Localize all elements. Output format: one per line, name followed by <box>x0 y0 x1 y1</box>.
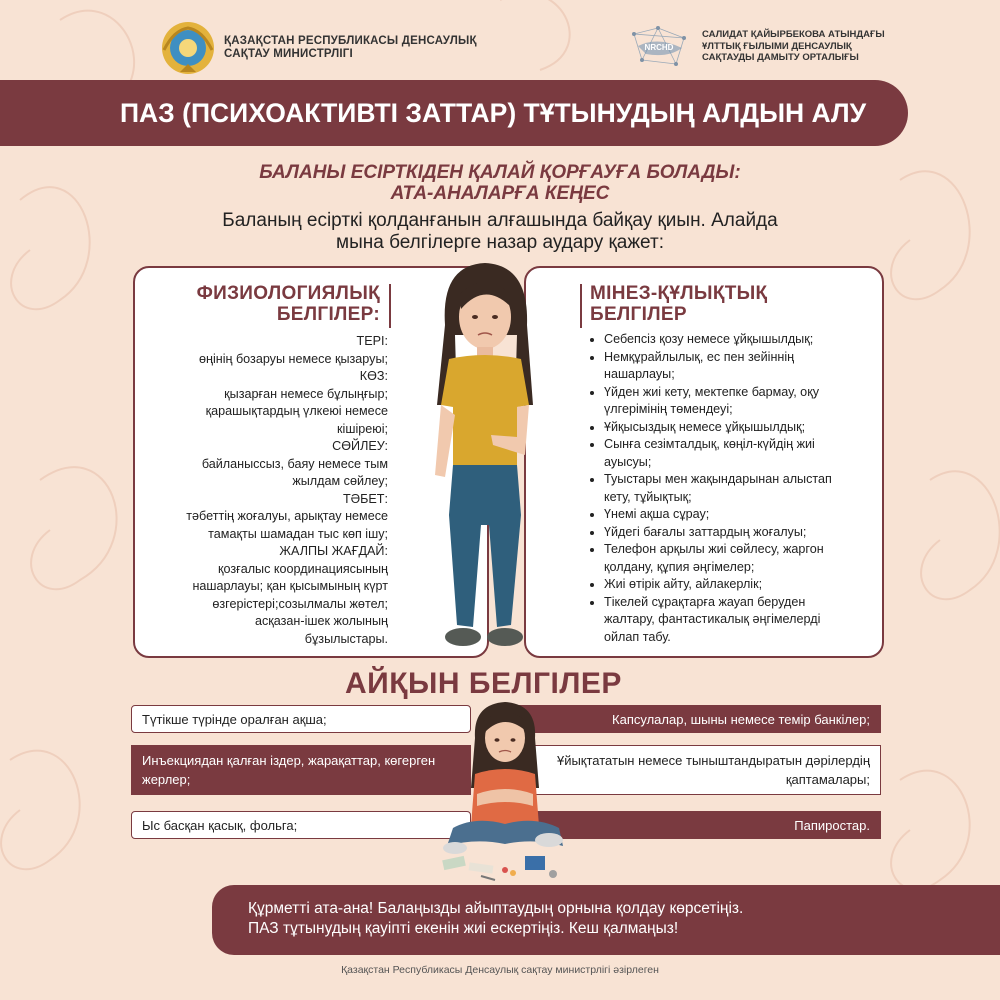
behavioral-title-line1: МІНЕЗ-ҚҰЛЫҚТЫҚ <box>590 283 768 304</box>
ministry-name <box>224 35 477 61</box>
physio-line: бұзылыстары. <box>304 631 388 646</box>
behavioral-item: • Телефон арқылы жиі сөйлесу, жаргон қолдану, құпия әңгімелер; <box>604 541 859 576</box>
ministry-name-line1: ҚАЗАҚСТАН РЕСПУБЛИКАСЫ ДЕНСАУЛЫҚ <box>224 35 477 47</box>
bottom-message <box>248 899 988 939</box>
subtitle <box>200 162 800 204</box>
physio-line: байланыссыз, баяу немесе тым <box>201 456 388 471</box>
clear-sign-text: Капсулалар, шыны немесе темір банкілер; <box>612 712 870 727</box>
behavioral-item: • Туыстары мен жақындарынан алыстап кету, тұйықтық; <box>604 471 859 506</box>
physio-line: қызарған немесе бұлыңғыр; <box>224 386 388 401</box>
bottom-message-line1: Құрметті ата-ана! Балаңызды айыптаудың орнына қолдау көрсетіңіз. <box>248 900 744 917</box>
physio-line: асқазан-ішек жолының <box>254 614 388 628</box>
intro-text <box>160 210 840 254</box>
clear-signs-title: АЙҚЫН БЕЛГІЛЕР <box>345 667 622 700</box>
physio-line: КӨЗ: <box>359 369 388 383</box>
clear-sign-text: Ыс басқан қасық, фольга; <box>142 818 298 833</box>
behavioral-title-line2: БЕЛГІЛЕР <box>590 304 687 325</box>
subtitle-line1: БАЛАНЫ ЕСІРТКІДЕН ҚАЛАЙ ҚОРҒАУҒА БОЛАДЫ: <box>259 162 741 183</box>
physio-line: ТЕРІ: <box>356 334 388 348</box>
physio-line: тамақты шамадан тыс көп ішу; <box>208 526 388 541</box>
behavioral-signs-list <box>592 331 859 646</box>
research-centre-name <box>702 29 885 64</box>
behavioral-item: • Сынға сезімталдық, көңіл-күйдің жиі ауысуы; <box>604 436 859 471</box>
behavioral-item: • Немқұрайлылық, ес пен зейіннің нашарлауы; <box>604 349 859 384</box>
page-title: ПАЗ (ПСИХОАКТИВТІ ЗАТТАР) ТҰТЫНУДЫҢ АЛДЫН АЛУ <box>120 98 867 128</box>
physio-line: нашарлауы; қан қысымының күрт <box>192 579 388 593</box>
behavioral-item: • Үнемі ақша сұрау; <box>604 506 859 524</box>
physiological-signs-list <box>146 333 388 648</box>
physio-line: СӨЙЛЕУ: <box>332 439 388 453</box>
physiological-title-line2: БЕЛГІЛЕР: <box>276 304 380 325</box>
physiological-title-divider <box>389 284 391 328</box>
behavioral-item: • Тікелей сұрақтарға жауап беруден жалтару, фантастикалық әңгімелерді ойлап табу. <box>604 594 859 647</box>
bottom-message-line2: ПАЗ тұтынудың қауіпті екенін жиі ескертіңіз. Кеш қалмаңыз! <box>248 920 679 937</box>
intro-line1: Баланың есірткі қолданғанын алғашында байқау қиын. Алайда <box>222 210 778 231</box>
physio-line: кішіреюі; <box>337 421 388 436</box>
behavioral-title-divider <box>580 284 582 328</box>
centre-name-line3: САҚТАУДЫ ДАМЫТУ ОРТАЛЫҒЫ <box>702 52 859 63</box>
physio-line: өзгерістері;созылмалы жөтел; <box>212 596 388 611</box>
centre-name-line2: ҰЛТТЫҚ ҒЫЛЫМИ ДЕНСАУЛЫҚ <box>702 40 852 52</box>
physio-line: жылдам сөйлеу; <box>292 474 388 488</box>
behavioral-item: • Жиі өтірік айту, айлакерлік; <box>604 576 859 594</box>
clear-sign-box <box>131 705 471 733</box>
clear-sign-text: Түтікше түрінде оралған ақша; <box>142 712 327 727</box>
intro-line2: мына белгілерге назар аудару қажет: <box>336 232 664 253</box>
physio-line: тәбеттің жоғалуы, арықтау немесе <box>186 509 388 523</box>
physio-line: қозғалыс координациясының <box>217 561 388 576</box>
clear-sign-box <box>131 811 471 839</box>
behavioral-item: • Ұйқысыздық немесе ұйқышылдық; <box>604 419 859 437</box>
physio-line: ТӘБЕТ: <box>342 491 388 506</box>
footer-credit: Қазақстан Республикасы Денсаулық сақтау министрлігі әзірлеген <box>341 964 659 976</box>
behavioral-item: • Үйден жиі кету, мектепке бармау, оқу үлгерімінің төмендеуі; <box>604 384 859 419</box>
standing-girl-illustration <box>405 255 565 675</box>
behavioral-title <box>590 283 850 325</box>
clear-sign-box <box>131 745 471 795</box>
physio-line: өңінің бозаруы немесе қызаруы; <box>199 351 388 366</box>
behavioral-item: • Үйдегі бағалы заттардың жоғалуы; <box>604 524 859 542</box>
nrchd-logo-text: NRCHD <box>644 43 674 52</box>
physiological-title <box>150 283 380 325</box>
behavioral-item: • Себепсіз қозу немесе ұйқышылдық; <box>604 331 859 349</box>
kazakhstan-emblem-logo <box>160 20 216 76</box>
ministry-name-line2: САҚТАУ МИНИСТРЛІГІ <box>224 48 353 60</box>
clear-sign-text: Папиростар. <box>794 818 870 833</box>
subtitle-line2: АТА-АНАЛАРҒА КЕҢЕС <box>390 183 610 204</box>
sitting-girl-illustration <box>435 698 575 888</box>
clear-sign-text: Ұйықтататын немесе тыныштандыратын дәрілердің қаптамалары; <box>556 753 870 787</box>
centre-name-line1: САЛИДАТ ҚАЙЫРБЕКОВА АТЫНДАҒЫ <box>702 29 885 40</box>
physiological-title-line1: ФИЗИОЛОГИЯЛЫҚ <box>196 283 380 304</box>
clear-sign-text: Инъекциядан қалған іздер, жарақаттар, көгерген жерлер; <box>142 753 436 787</box>
physio-line: ЖАЛПЫ ЖАҒДАЙ: <box>279 544 388 558</box>
nrchd-globe-logo <box>628 24 690 70</box>
physio-line: қарашықтардың үлкеюі немесе <box>205 404 388 418</box>
